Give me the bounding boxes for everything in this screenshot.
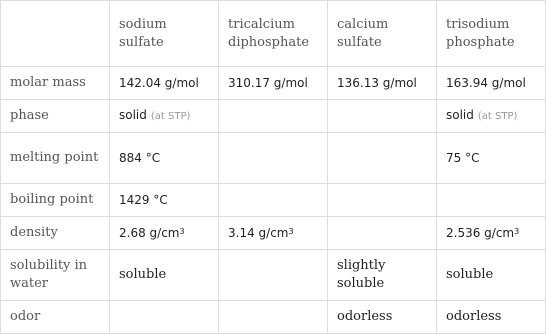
table-cell	[437, 184, 546, 217]
table-cell	[219, 133, 328, 184]
table-row-solubility	[1, 250, 546, 301]
column-header-tricalcium-diphosphate: tricalcium diphosphate	[219, 1, 328, 67]
table-cell	[328, 100, 437, 133]
table-cell	[110, 217, 219, 250]
table-cell	[219, 250, 328, 301]
table-cell: 75 °C	[437, 133, 546, 184]
table-cell	[219, 184, 328, 217]
density-exponent: 3	[288, 226, 294, 236]
corner-cell	[1, 1, 110, 67]
table-row-melting-point	[1, 133, 546, 184]
table-cell	[437, 100, 546, 133]
table-cell: soluble	[110, 250, 219, 301]
table-row-odor	[1, 301, 546, 334]
row-label-solubility: solubility in water	[1, 250, 110, 301]
table-cell: 163.94 g/mol	[437, 67, 546, 100]
row-label-molar-mass: molar mass	[1, 67, 110, 100]
table-cell	[110, 301, 219, 334]
row-label-melting-point: melting point	[1, 133, 110, 184]
table-cell: 142.04 g/mol	[110, 67, 219, 100]
table-row-boiling-point	[1, 184, 546, 217]
table-cell: 1429 °C	[110, 184, 219, 217]
density-value: 2.68 g/cm	[119, 225, 180, 240]
row-label-boiling-point: boiling point	[1, 184, 110, 217]
phase-note: (at STP)	[477, 111, 518, 122]
table-row-density	[1, 217, 546, 250]
column-header-calcium-sulfate: calcium sulfate	[328, 1, 437, 67]
table-cell: 884 °C	[110, 133, 219, 184]
table-cell	[328, 133, 437, 184]
phase-value: solid	[119, 108, 147, 122]
table-cell: odorless	[437, 301, 546, 334]
table-cell: odorless	[328, 301, 437, 334]
table-row-phase	[1, 100, 546, 133]
table-cell: 310.17 g/mol	[219, 67, 328, 100]
table-cell: 136.13 g/mol	[328, 67, 437, 100]
row-label-phase: phase	[1, 100, 110, 133]
table-cell	[219, 217, 328, 250]
phase-note: (at STP)	[150, 111, 191, 122]
table-cell	[110, 100, 219, 133]
table-cell	[328, 217, 437, 250]
table-cell	[437, 217, 546, 250]
density-value: 2.536 g/cm	[446, 225, 515, 240]
column-header-sodium-sulfate: sodium sulfate	[110, 1, 219, 67]
density-exponent: 3	[179, 226, 185, 236]
table-cell	[219, 301, 328, 334]
table-row-molar-mass	[1, 67, 546, 100]
phase-value: solid	[446, 108, 474, 122]
table-cell	[219, 100, 328, 133]
header-row	[1, 1, 546, 67]
density-exponent: 3	[514, 226, 520, 236]
table-cell	[328, 184, 437, 217]
column-header-trisodium-phosphate: trisodium phosphate	[437, 1, 546, 67]
table-cell: slightly soluble	[328, 250, 437, 301]
row-label-density: density	[1, 217, 110, 250]
density-value: 3.14 g/cm	[228, 225, 289, 240]
table-cell: soluble	[437, 250, 546, 301]
row-label-odor: odor	[1, 301, 110, 334]
